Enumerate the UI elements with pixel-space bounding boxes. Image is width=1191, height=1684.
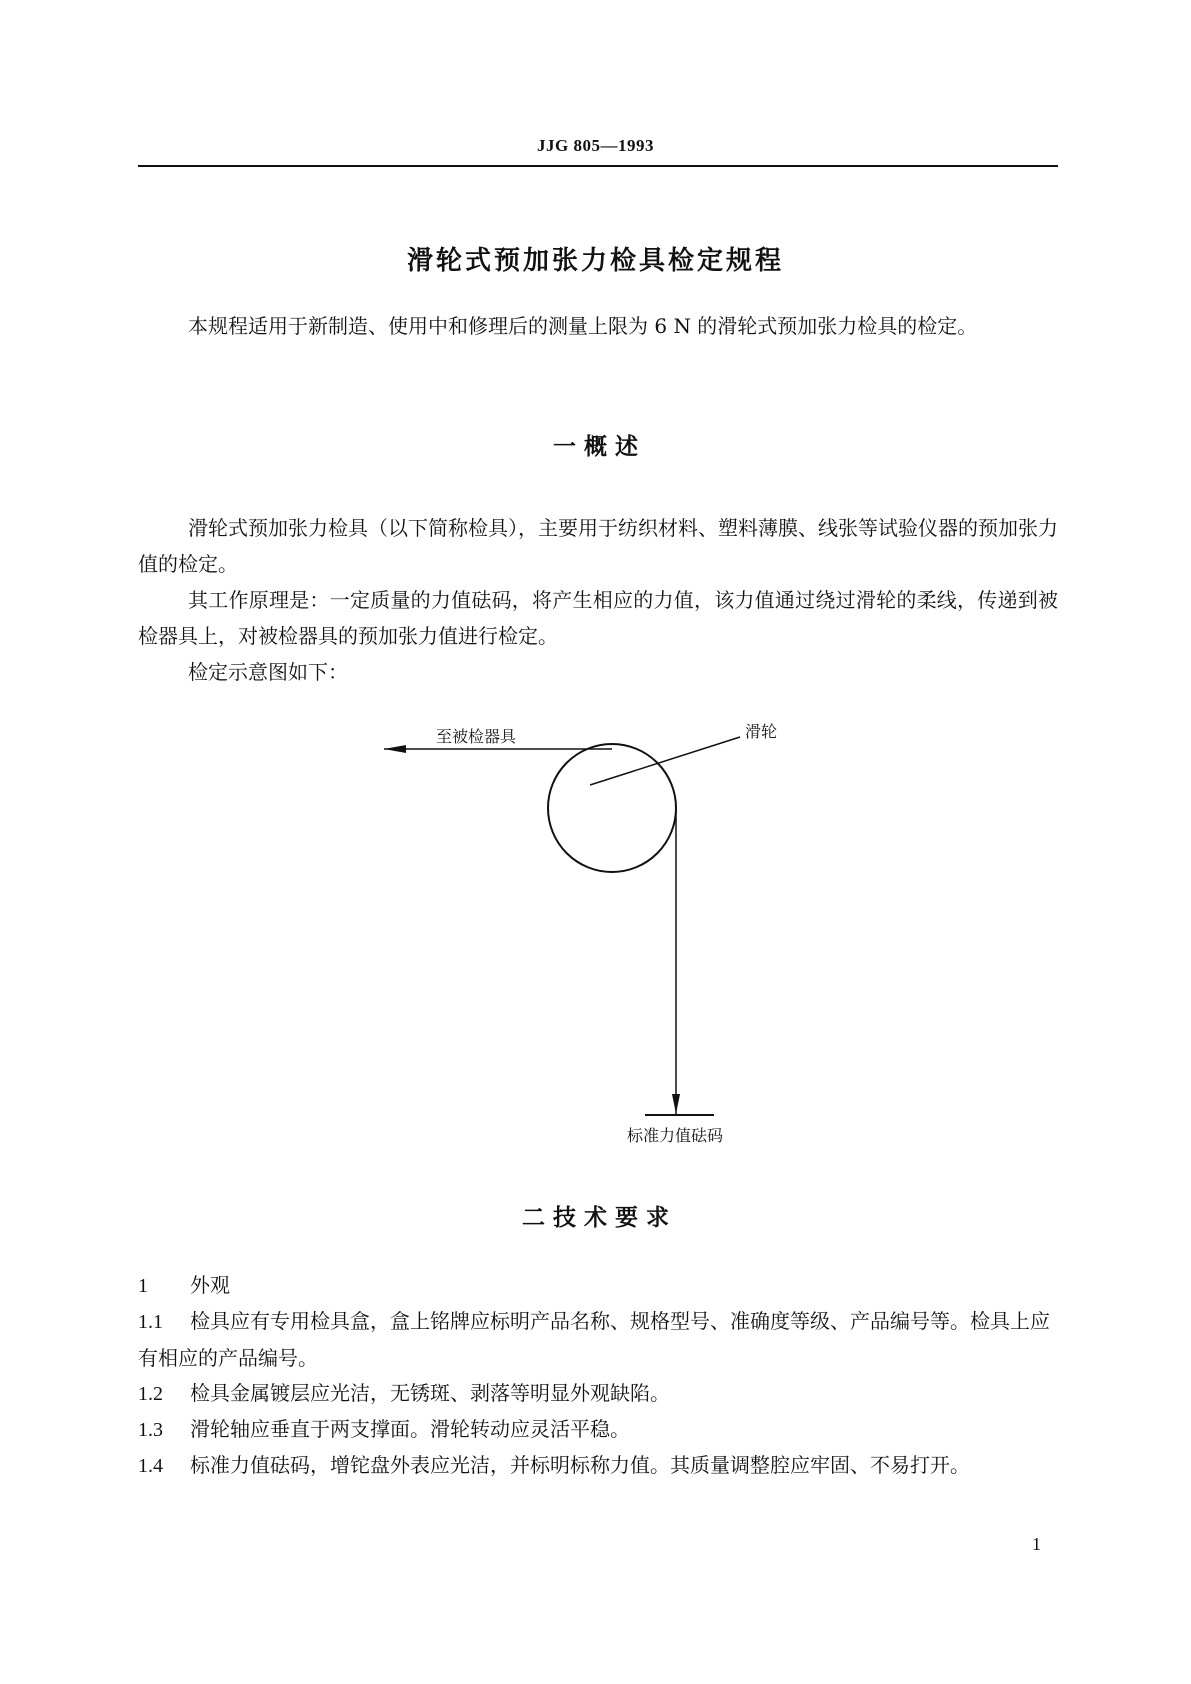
item-number: 1.2 xyxy=(138,1383,163,1405)
document-code: JJG 805—1993 xyxy=(537,136,654,155)
item-number: 1.1 xyxy=(138,1311,163,1333)
label-to-device: 至被检器具 xyxy=(436,727,517,746)
list-item xyxy=(138,1267,1058,1304)
list-item xyxy=(138,1447,1058,1484)
section-2-heading: 二 技 术 要 求 xyxy=(521,1205,670,1231)
section-1-paragraph-3: 检定示意图如下： xyxy=(188,660,348,684)
item-text: 外观 xyxy=(190,1273,230,1297)
arrow-left-icon xyxy=(384,745,406,753)
label-standard-weight: 标准力值砝码 xyxy=(627,1126,724,1145)
intro-paragraph: 本规程适用于新制造、使用中和修理后的测量上限为 6 N 的滑轮式预加张力检具的检定。 xyxy=(188,314,978,338)
section-1-paragraph-1: 滑轮式预加张力检具（以下简称检具），主要用于纺织材料、塑料薄膜、线张等试验仪器的预加张力值的检定。 xyxy=(138,516,1058,576)
arrow-down-icon xyxy=(672,1094,680,1114)
item-text: 检具金属镀层应光洁，无锈斑、剥落等明显外观缺陷。 xyxy=(190,1381,670,1405)
label-pulley: 滑轮 xyxy=(745,722,778,741)
list-item xyxy=(138,1411,1058,1448)
list-item xyxy=(138,1375,1058,1412)
item-number: 1.3 xyxy=(138,1419,163,1441)
page-number: 1 xyxy=(1032,1534,1041,1554)
section-1-paragraph-2: 其工作原理是：一定质量的力值砝码，将产生相应的力值，该力值通过绕过滑轮的柔线，传递到被检器具上，对被检器具的预加张力值进行检定。 xyxy=(138,588,1058,648)
section-1-heading: 一 概 述 xyxy=(552,434,638,460)
document-title: 滑轮式预加张力检具检定规程 xyxy=(406,246,784,276)
item-text: 标准力值砝码，增铊盘外表应光洁，并标明标称力值。其质量调整腔应牢固、不易打开。 xyxy=(190,1453,970,1477)
item-text: 检具应有专用检具盒，盒上铭牌应标明产品名称、规格型号、准确度等级、产品编号等。检具上应有相应的产品编号。 xyxy=(138,1309,1050,1370)
list-item xyxy=(138,1303,1058,1376)
item-number: 1.4 xyxy=(138,1455,163,1477)
item-text: 滑轮轴应垂直于两支撑面。滑轮转动应灵活平稳。 xyxy=(190,1417,630,1441)
item-number: 1 xyxy=(138,1275,148,1297)
